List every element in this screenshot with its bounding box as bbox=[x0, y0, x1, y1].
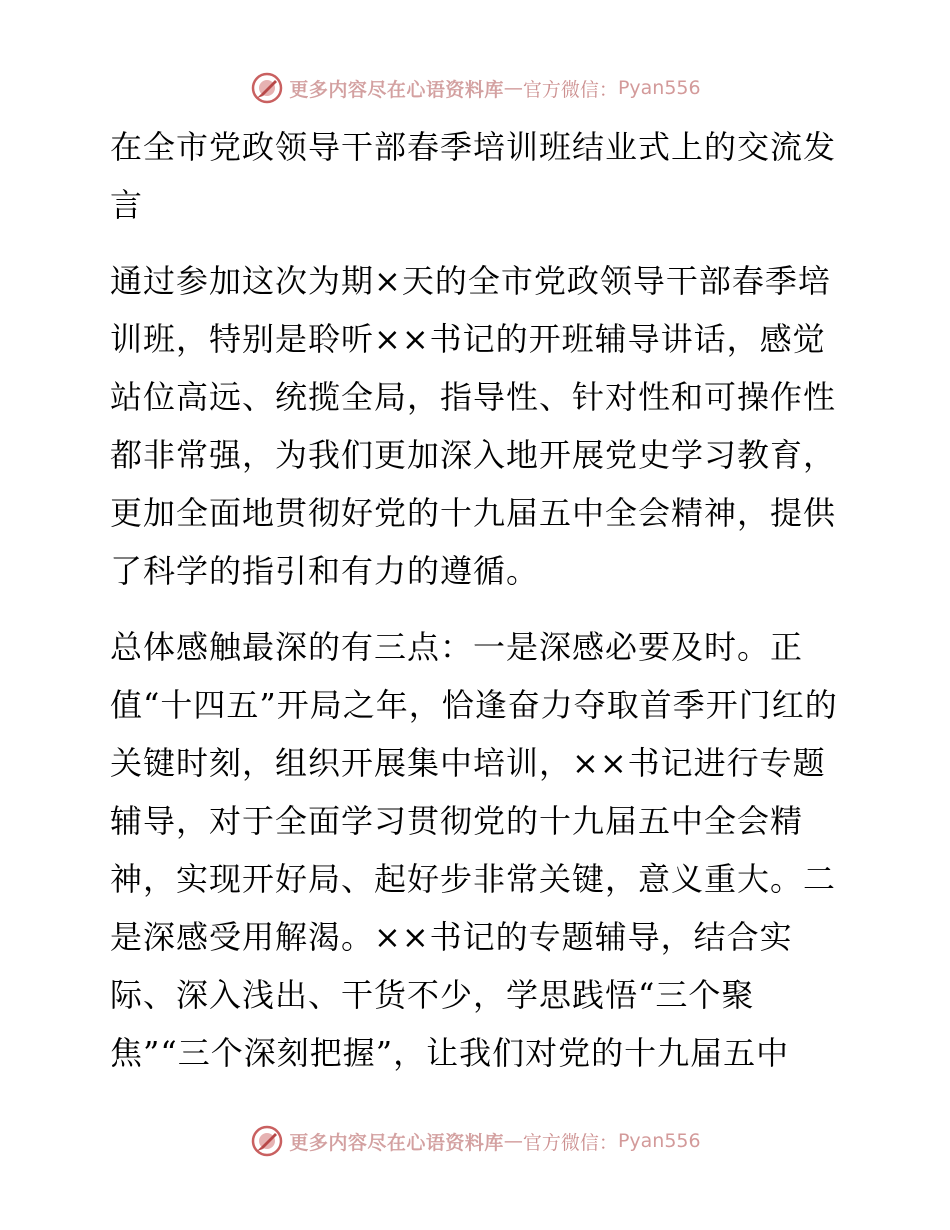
watermark-id: Pyan556 bbox=[617, 77, 701, 99]
paragraph-1: 通过参加这次为期×天的全市党政领导干部春季培训班，特别是聆听××书记的开班辅导讲话，感觉站位高远、统揽全局，指导性、针对性和可操作性都非常强，为我们更加深入地开展党史学习教育，更加全面地贯彻好党的十九届五中全会精神，提供了科学的指引和有力的遵循。 bbox=[110, 262, 837, 590]
watermark-separator: — bbox=[503, 77, 523, 99]
footer-watermark bbox=[0, 1121, 950, 1161]
watermark-id: Pyan556 bbox=[617, 1130, 701, 1152]
logo-icon bbox=[249, 1123, 285, 1159]
logo-icon bbox=[249, 70, 285, 106]
spacer bbox=[96, 234, 852, 252]
document-title: 在全市党政领导干部春季培训班结业式上的交流发言 bbox=[110, 128, 837, 224]
spacer bbox=[96, 600, 852, 618]
paragraph-2: 总体感触最深的有三点：一是深感必要及时。正值“十四五”开局之年，恰逢奋力夺取首季开门红的关键时刻，组织开展集中培训，××书记进行专题辅导，对于全面学习贯彻党的十九届五中全会精神，实现开好局、起好步非常关键，意义重大。二是深感受用解渴。××书记的专题辅导，结合实际、深入浅出、干货不少，学思践悟“三个聚焦”“三个深刻把握”，让我们对党的十九届五中 bbox=[110, 628, 838, 1072]
watermark-sub-text: 官方微信： bbox=[522, 78, 618, 101]
document-body bbox=[96, 118, 852, 1082]
watermark-main-text: 更多内容尽在心语资料库 bbox=[289, 78, 504, 101]
header-watermark bbox=[0, 68, 950, 108]
watermark-sub-text: 官方微信： bbox=[522, 1131, 618, 1154]
watermark-separator: — bbox=[503, 1130, 523, 1152]
watermark-main-text: 更多内容尽在心语资料库 bbox=[289, 1131, 504, 1154]
